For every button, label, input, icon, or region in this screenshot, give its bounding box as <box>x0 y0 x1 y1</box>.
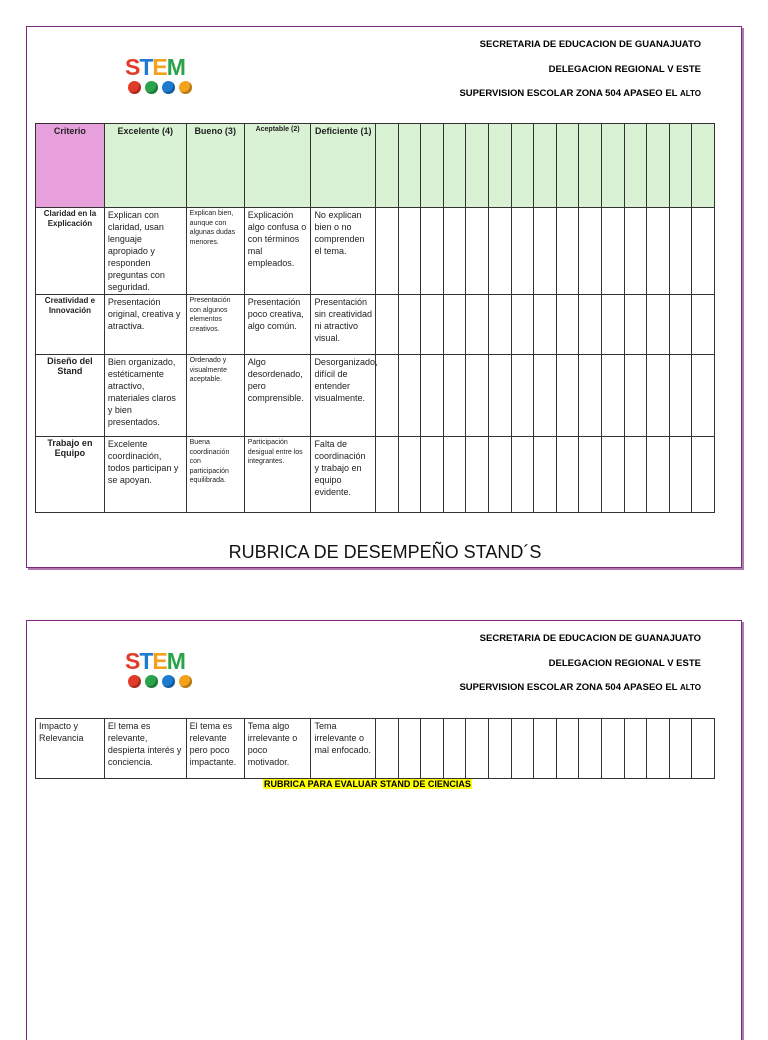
row-excelente: El tema es relevante, despierta interés y conciencia. <box>104 719 186 779</box>
institution-header <box>459 39 701 113</box>
row-excelente: Explican con claridad, usan lenguaje apropiado y responden preguntas con seguridad. <box>104 208 186 295</box>
page-title: RUBRICA DE DESEMPEÑO STAND´S <box>228 542 542 562</box>
document-page-2 <box>26 620 742 1040</box>
header-line-2: DELEGACION REGIONAL V ESTE <box>548 657 701 669</box>
header-line-3: SUPERVISION ESCOLAR ZONA 504 APASEO EL ALTO <box>459 682 701 693</box>
table-row <box>36 719 715 779</box>
row-criterio: Claridad en la Explicación <box>36 208 105 295</box>
row-criterio: Trabajo en Equipo <box>36 437 105 513</box>
rubric-table-continued <box>35 718 715 779</box>
row-bueno: El tema es relevante pero poco impactante. <box>186 719 244 779</box>
table-row <box>36 208 715 295</box>
row-deficiente: Tema irrelevante o mal enfocado. <box>311 719 376 779</box>
table-row <box>36 295 715 355</box>
header-line-1: SECRETARIA DE EDUCACION DE GUANAJUATO <box>479 39 701 50</box>
row-deficiente: No explican bien o no comprenden el tema. <box>311 208 376 295</box>
stem-logo: S T E M <box>125 55 199 101</box>
row-aceptable: Algo desordenado, pero comprensible. <box>244 355 311 437</box>
row-aceptable: Tema algo irrelevante o poco motivador. <box>244 719 311 779</box>
row-criterio: Creatividad e Innovación <box>36 295 105 355</box>
row-bueno: Ordenado y visualmente aceptable. <box>186 355 244 437</box>
header-aceptable: Aceptable (2) <box>244 124 311 208</box>
stem-logo: S T E M <box>125 649 199 695</box>
table-row <box>36 437 715 513</box>
header-line-3: SUPERVISION ESCOLAR ZONA 504 APASEO EL ALTO <box>459 88 701 99</box>
rubric-table <box>35 123 715 513</box>
row-aceptable: Presentación poco creativa, algo común. <box>244 295 311 355</box>
header-bueno: Bueno (3) <box>186 124 244 208</box>
row-deficiente: Desorganizado, difícil de entender visualmente. <box>311 355 376 437</box>
table-header-row <box>36 124 715 208</box>
row-bueno: Buena coordinación con participación equilibrada. <box>186 437 244 513</box>
row-bueno: Presentación con algunos elementos creativos. <box>186 295 244 355</box>
row-deficiente: Presentación sin creatividad ni atractivo visual. <box>311 295 376 355</box>
row-excelente: Presentación original, creativa y atractiva. <box>104 295 186 355</box>
header-line-1: SECRETARIA DE EDUCACION DE GUANAJUATO <box>479 633 701 644</box>
header-criterio: Criterio <box>36 124 105 208</box>
header-line-2: DELEGACION REGIONAL V ESTE <box>548 63 701 75</box>
row-bueno: Explican bien, aunque con algunas dudas menores. <box>186 208 244 295</box>
row-excelente: Excelente coordinación, todos participan y se apoyan. <box>104 437 186 513</box>
row-aceptable: Explicación algo confusa o con términos mal empleados. <box>244 208 311 295</box>
row-excelente: Bien organizado, estéticamente atractivo, materiales claros y bien presentados. <box>104 355 186 437</box>
row-criterio: Impacto y Relevancia <box>36 719 105 779</box>
row-deficiente: Falta de coordinación y trabajo en equipo evidente. <box>311 437 376 513</box>
row-aceptable: Participación desigual entre los integrantes. <box>244 437 311 513</box>
header-excelente: Excelente (4) <box>104 124 186 208</box>
row-criterio: Diseño del Stand <box>36 355 105 437</box>
document-page-1 <box>26 26 742 568</box>
highlighted-title: RUBRICA PARA EVALUAR STAND DE CIENCIAS <box>264 779 471 789</box>
table-row <box>36 355 715 437</box>
institution-header <box>459 633 701 707</box>
header-deficiente: Deficiente (1) <box>311 124 376 208</box>
